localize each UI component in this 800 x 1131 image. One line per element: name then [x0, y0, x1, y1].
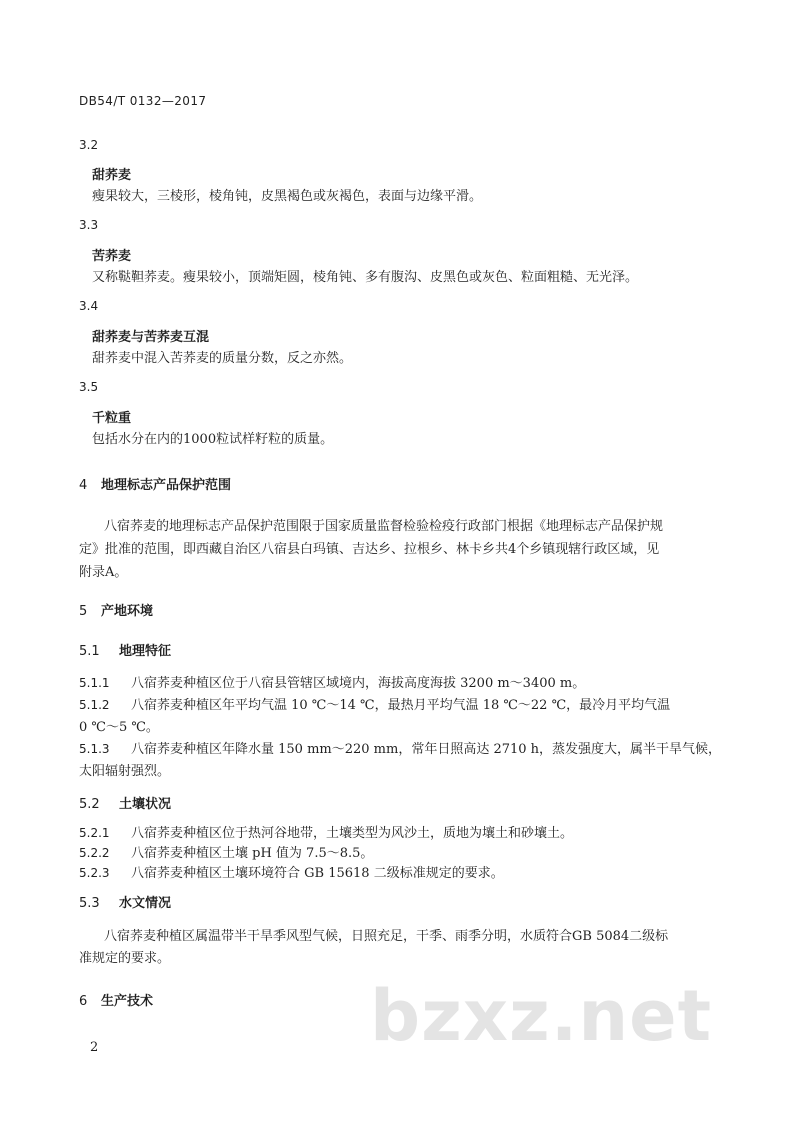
term-number: 3.2 — [79, 138, 99, 152]
watermark: bzxz.net — [370, 975, 713, 1057]
clause-text: 八宿荞麦种植区土壤环境符合 GB 15618 二级标准规定的要求。 — [131, 866, 504, 881]
section-heading-4 — [79, 474, 231, 493]
term-name: 苦荞麦 — [92, 249, 132, 264]
clause-number: 5.1.3 — [79, 742, 110, 756]
page-number: 2 — [90, 1040, 99, 1055]
term-name: 千粒重 — [92, 411, 132, 426]
clause-5-2-1 — [79, 822, 573, 841]
clause-number: 5.2.3 — [79, 866, 110, 880]
subsection-number: 5.1 — [79, 644, 100, 659]
subsection-heading-5-3 — [79, 892, 171, 911]
section-heading-5 — [79, 600, 153, 619]
clause-continuation: 0 ℃～5 ℃。 — [79, 720, 159, 735]
subsection-title: 水文情况 — [119, 896, 172, 911]
clause-5-2-3 — [79, 862, 504, 881]
section-title: 生产技术 — [101, 994, 154, 1009]
term-definition: 甜荞麦中混入苦荞麦的质量分数，反之亦然。 — [92, 351, 353, 366]
term-name: 甜荞麦 — [92, 168, 132, 183]
paragraph-line: 八宿荞麦种植区属温带半干旱季风型气候，日照充足，干季、雨季分明，水质符合GB 5084二级标 — [104, 929, 669, 944]
term-number: 3.4 — [79, 299, 99, 313]
paragraph-line: 附录A。 — [79, 565, 128, 580]
clause-5-1-3 — [79, 738, 721, 757]
clause-number: 5.1.1 — [79, 676, 110, 690]
term-number: 3.5 — [79, 380, 99, 394]
clause-text: 八宿荞麦种植区年平均气温 10 ℃～14 ℃，最热月平均气温 18 ℃～22 ℃，最冷月平均气温 — [131, 698, 671, 713]
section-number: 4 — [79, 478, 88, 493]
paragraph-line: 八宿荞麦的地理标志产品保护范围限于国家质量监督检验检疫行政部门根据《地理标志产品保护规 — [104, 519, 664, 534]
term-definition: 又称鞑靼荞麦。瘦果较小，顶端矩圆，棱角钝、多有腹沟、皮黑色或灰色、粒面粗糙、无光泽。 — [92, 270, 639, 285]
section-title: 地理标志产品保护范围 — [101, 478, 232, 493]
clause-number: 5.2.2 — [79, 846, 110, 860]
term-definition: 包括水分在内的1000粒试样籽粒的质量。 — [92, 432, 334, 447]
clause-text: 八宿荞麦种植区位于八宿县管辖区域境内，海拔高度海拔 3200 m～3400 m。 — [131, 676, 586, 691]
subsection-heading-5-1 — [79, 640, 171, 659]
clause-number: 5.2.1 — [79, 826, 110, 840]
subsection-number: 5.3 — [79, 896, 100, 911]
clause-text: 八宿荞麦种植区位于热河谷地带，土壤类型为风沙土，质地为壤土和砂壤土。 — [131, 826, 574, 841]
subsection-title: 土壤状况 — [119, 797, 172, 812]
subsection-heading-5-2 — [79, 793, 171, 812]
clause-5-1-1 — [79, 672, 585, 691]
section-title: 产地环境 — [101, 604, 154, 619]
subsection-title: 地理特征 — [119, 644, 172, 659]
clause-continuation: 太阳辐射强烈。 — [79, 764, 171, 779]
clause-number: 5.1.2 — [79, 698, 110, 712]
section-number: 5 — [79, 604, 88, 619]
term-number: 3.3 — [79, 218, 99, 232]
clause-5-2-2 — [79, 842, 373, 861]
page-header: DB54/T 0132—2017 — [79, 94, 207, 108]
subsection-number: 5.2 — [79, 797, 100, 812]
clause-text: 八宿荞麦种植区年降水量 150 mm～220 mm，常年日照高达 2710 h，蒸发强度大，属半干旱气候， — [131, 742, 722, 757]
clause-5-1-2 — [79, 694, 670, 713]
term-name: 甜荞麦与苦荞麦互混 — [92, 330, 210, 345]
paragraph-line: 定》批准的范围，即西藏自治区八宿县白玛镇、吉达乡、拉根乡、林卡乡共4个乡镇现辖行政区域，见 — [79, 542, 660, 557]
clause-text: 八宿荞麦种植区土壤 pH 值为 7.5～8.5。 — [131, 846, 374, 861]
term-definition: 瘦果较大，三棱形，棱角钝，皮黑褐色或灰褐色，表面与边缘平滑。 — [92, 189, 483, 204]
paragraph-line: 准规定的要求。 — [79, 951, 171, 966]
section-heading-6 — [79, 990, 153, 1009]
section-number: 6 — [79, 994, 88, 1009]
